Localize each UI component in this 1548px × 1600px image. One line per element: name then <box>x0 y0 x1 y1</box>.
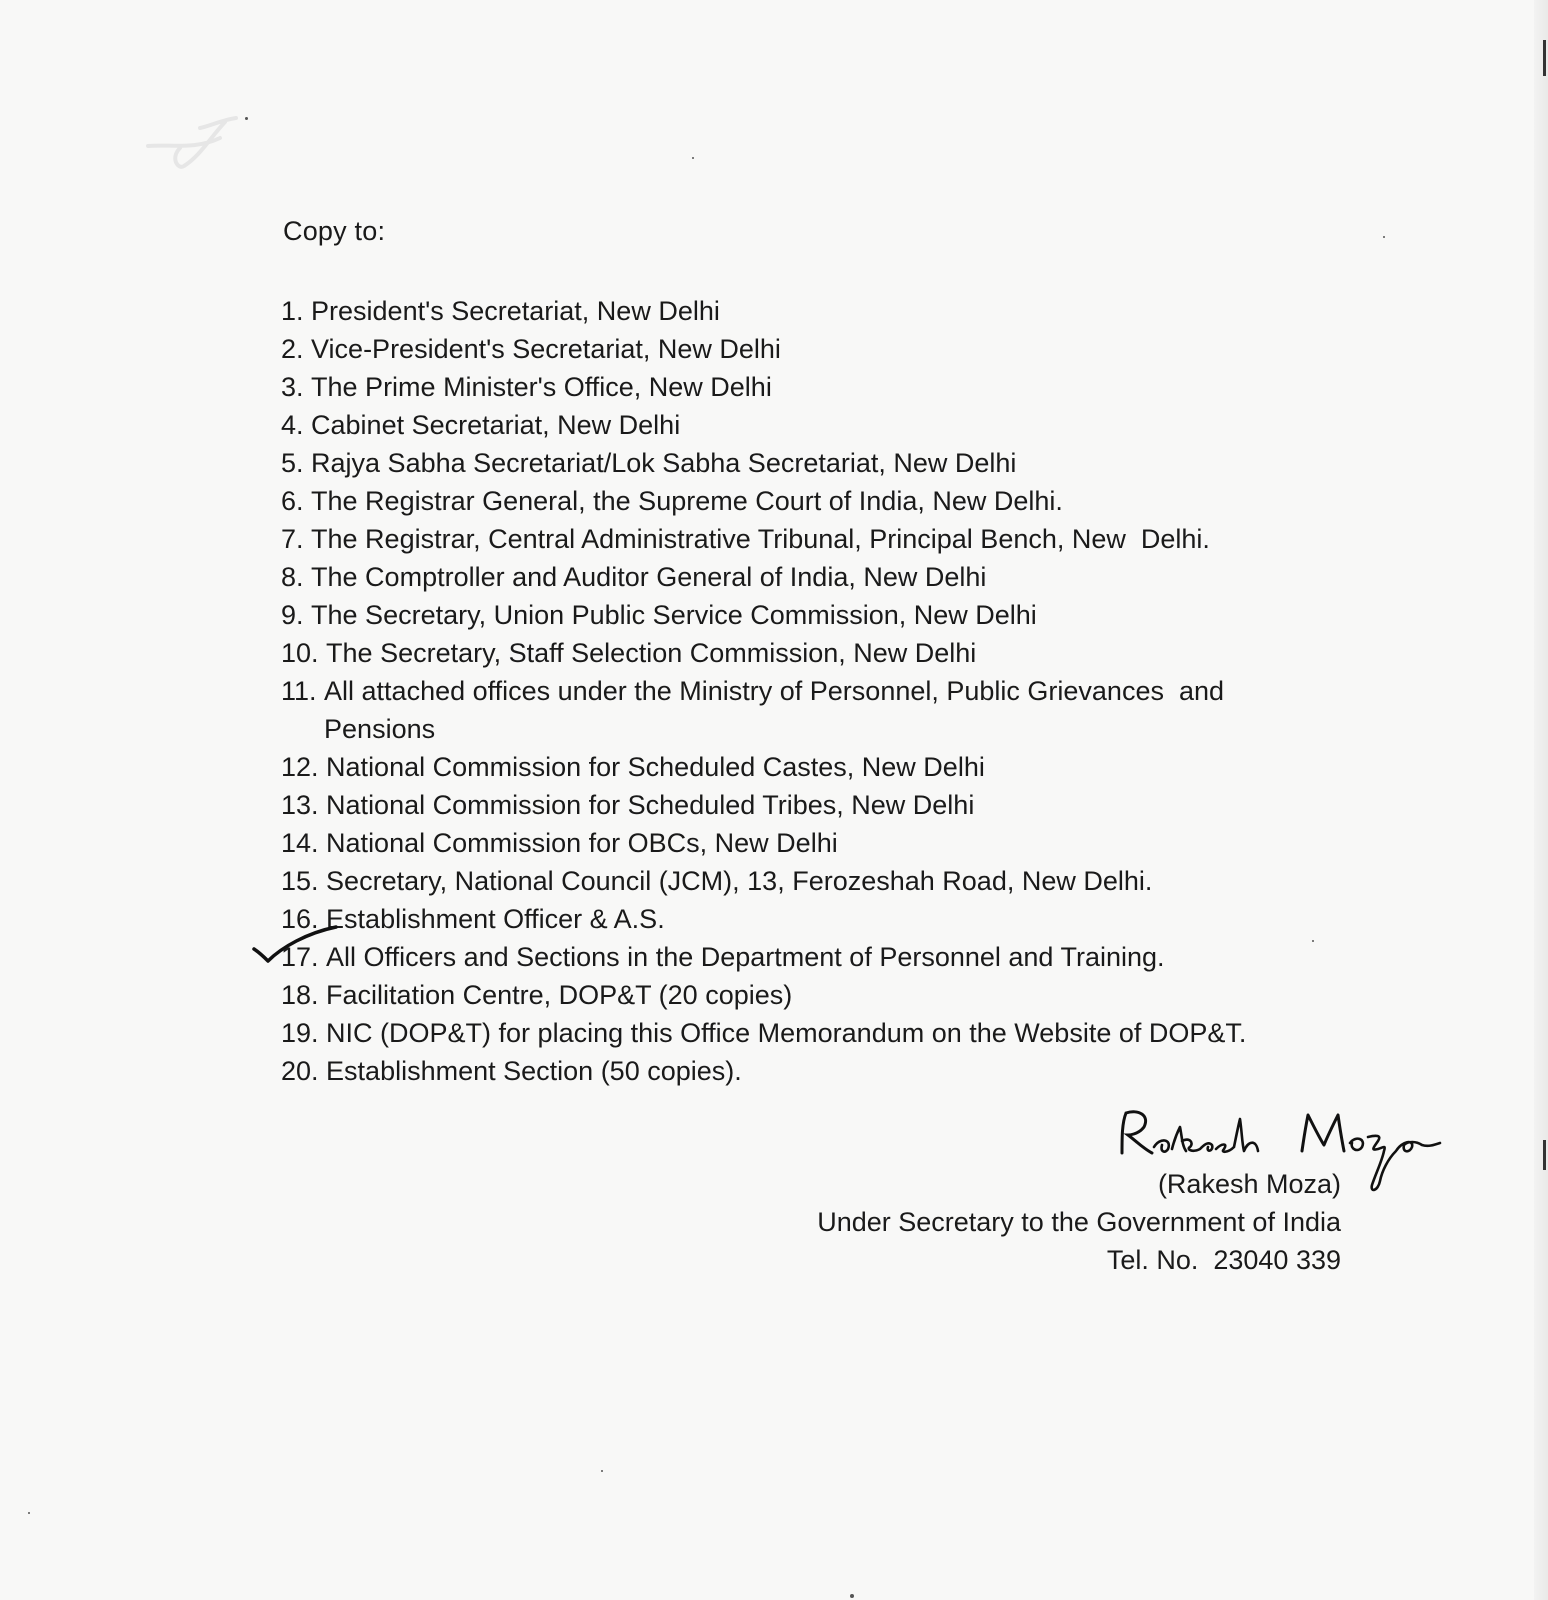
list-item: 1. President's Secretariat, New Delhi <box>281 296 720 326</box>
scan-speck <box>1312 940 1314 942</box>
signatory-phone: Tel. No. 23040 339 <box>1106 1245 1341 1275</box>
scan-speck <box>850 1594 854 1598</box>
list-item: 4. Cabinet Secretariat, New Delhi <box>281 410 681 440</box>
list-item: 16. Establishment Officer & A.S. <box>281 904 665 934</box>
list-item: 3. The Prime Minister's Office, New Delhi <box>281 372 772 402</box>
scan-speck <box>601 1470 603 1472</box>
list-item: 9. The Secretary, Union Public Service Commission, New Delhi <box>281 600 1037 630</box>
list-item: 7. The Registrar, Central Administrative Tribunal, Principal Bench, New Delhi. <box>281 524 1210 554</box>
signatory-name: (Rakesh Moza) <box>1157 1169 1341 1199</box>
copy-to-heading: Copy to: <box>283 216 386 246</box>
recipient-list <box>281 292 1301 1090</box>
list-item: 13. National Commission for Scheduled Tribes, New Delhi <box>281 790 975 820</box>
signatory-designation: Under Secretary to the Government of India <box>817 1207 1341 1237</box>
list-item: 14. National Commission for OBCs, New Delhi <box>281 828 838 858</box>
scan-speck <box>245 117 248 120</box>
list-item: 10. The Secretary, Staff Selection Commission, New Delhi <box>281 638 977 668</box>
list-item: 5. Rajya Sabha Secretariat/Lok Sabha Secretariat, New Delhi <box>281 448 1017 478</box>
page-edge-mark <box>1543 1140 1546 1170</box>
list-item: 15. Secretary, National Council (JCM), 13, Ferozeshah Road, New Delhi. <box>281 866 1153 896</box>
handwritten-checkmark-icon <box>252 925 342 975</box>
page-edge-mark <box>1543 40 1546 76</box>
faint-scribble-mark <box>140 108 240 178</box>
page-edge-shadow <box>1534 0 1548 1600</box>
list-item: 8. The Comptroller and Auditor General of India, New Delhi <box>281 562 987 592</box>
scan-speck <box>692 157 694 159</box>
list-item: 2. Vice-President's Secretariat, New Delhi <box>281 334 781 364</box>
list-item: 19. NIC (DOP&T) for placing this Office Memorandum on the Website of DOP&T. <box>281 1018 1247 1048</box>
signatory-block <box>817 1105 1341 1279</box>
scan-speck <box>28 1512 30 1514</box>
list-item: 12. National Commission for Scheduled Castes, New Delhi <box>281 752 985 782</box>
list-item: 6. The Registrar General, the Supreme Court of India, New Delhi. <box>281 486 1063 516</box>
list-item: 18. Facilitation Centre, DOP&T (20 copies) <box>281 980 793 1010</box>
scan-speck <box>1383 236 1385 238</box>
list-item: 20. Establishment Section (50 copies). <box>281 1056 742 1086</box>
list-item: 11. All attached offices under the Ministry of Personnel, Public Grievances and Pensions <box>281 676 1232 744</box>
list-item: 17. All Officers and Sections in the Department of Personnel and Training. <box>281 942 1165 972</box>
